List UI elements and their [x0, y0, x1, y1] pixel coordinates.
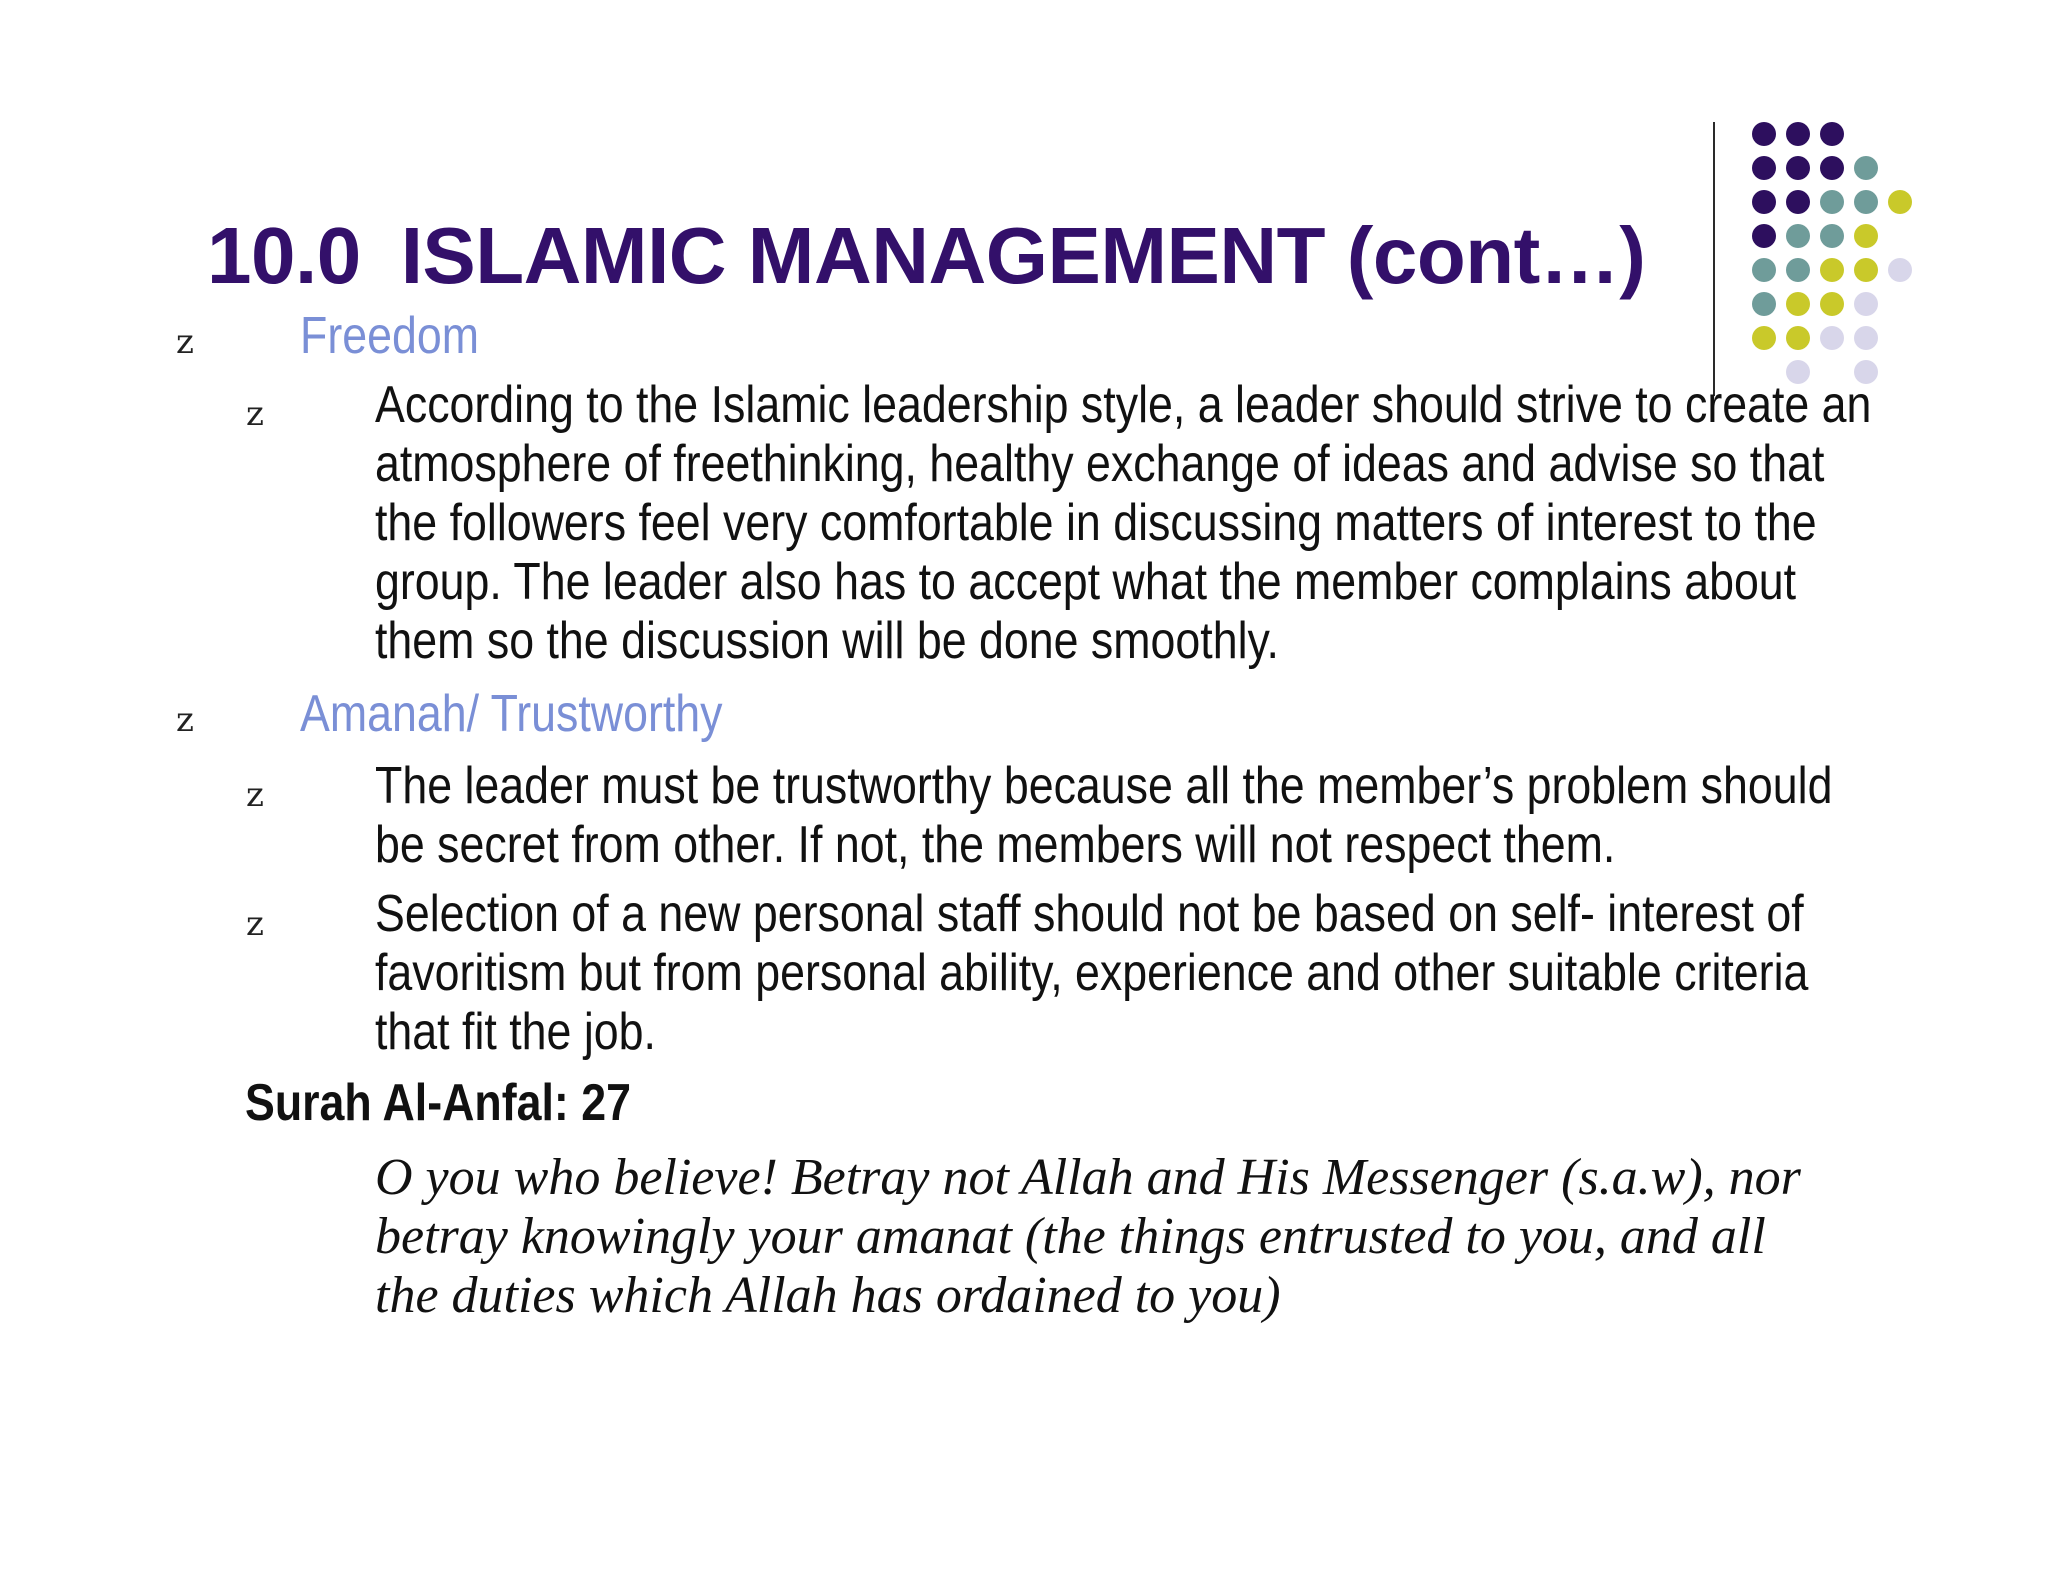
text-line: be secret from other. If not, the members will not respect them. [375, 816, 1616, 874]
text-line: group. The leader also has to accept what the member complains about [375, 553, 1797, 611]
decorative-dot [1820, 224, 1844, 248]
bullet-icon: z [176, 322, 194, 362]
decorative-dot [1820, 190, 1844, 214]
bullet-icon: z [246, 904, 264, 944]
decorative-dot [1854, 292, 1878, 316]
surah-reference: Surah Al-Anfal: 27 [245, 1074, 631, 1132]
decorative-dot [1786, 190, 1810, 214]
decorative-dot [1888, 258, 1912, 282]
text-line: that fit the job. [375, 1003, 656, 1061]
decorative-dot [1786, 224, 1810, 248]
section-heading-amanah: Amanah/ Trustworthy [300, 685, 723, 743]
title-text: ISLAMIC MANAGEMENT (cont…) [400, 211, 1646, 300]
decorative-dot [1786, 122, 1810, 146]
decorative-dot [1820, 326, 1844, 350]
decorative-dot [1854, 156, 1878, 180]
decorative-dot [1752, 122, 1776, 146]
decorative-dot [1752, 190, 1776, 214]
decorative-dot [1752, 292, 1776, 316]
text-line: the followers feel very comfortable in discussing matters of interest to the [375, 494, 1817, 552]
decorative-dot [1820, 156, 1844, 180]
decorative-dot [1820, 292, 1844, 316]
bullet-icon: z [246, 775, 264, 815]
decorative-dot [1786, 326, 1810, 350]
decorative-dot [1820, 258, 1844, 282]
decorative-dot [1854, 190, 1878, 214]
decorative-dot [1854, 326, 1878, 350]
text-line: them so the discussion will be done smoothly. [375, 612, 1279, 670]
decorative-dot [1752, 156, 1776, 180]
text-line: atmosphere of freethinking, healthy exchange of ideas and advise so that [375, 435, 1825, 493]
quote-line: betray knowingly your amanat (the things entrusted to you, and all [375, 1208, 1766, 1265]
section-heading-freedom: Freedom [300, 307, 479, 365]
text-line: favoritism but from personal ability, experience and other suitable criteria [375, 944, 1809, 1002]
decorative-dot [1854, 258, 1878, 282]
text-line: Selection of a new personal staff should not be based on self- interest of [375, 885, 1804, 943]
text-line: According to the Islamic leadership style, a leader should strive to create an [375, 376, 1872, 434]
decorative-divider-line [1713, 122, 1715, 396]
text-line: The leader must be trustworthy because all the member’s problem should [375, 757, 1833, 815]
decorative-dot [1752, 258, 1776, 282]
bullet-icon: z [246, 394, 264, 434]
decorative-dot [1888, 190, 1912, 214]
quran-quote [375, 1148, 1801, 1325]
decorative-dot [1820, 122, 1844, 146]
bullet-icon: z [176, 700, 194, 740]
amanah-point-1 [375, 757, 1832, 875]
freedom-point-1 [375, 376, 1871, 671]
decorative-dot [1854, 224, 1878, 248]
quote-line: O you who believe! Betray not Allah and His Messenger (s.a.w), nor [375, 1149, 1801, 1206]
decorative-dot [1752, 224, 1776, 248]
slide-title [207, 208, 1645, 304]
decorative-dot [1752, 326, 1776, 350]
decorative-dot-grid [1752, 122, 1932, 392]
title-number: 10.0 [207, 211, 361, 300]
decorative-dot [1786, 258, 1810, 282]
decorative-dot [1786, 292, 1810, 316]
quote-line: the duties which Allah has ordained to you) [375, 1267, 1281, 1324]
decorative-dot [1786, 156, 1810, 180]
amanah-point-2 [375, 885, 1808, 1062]
